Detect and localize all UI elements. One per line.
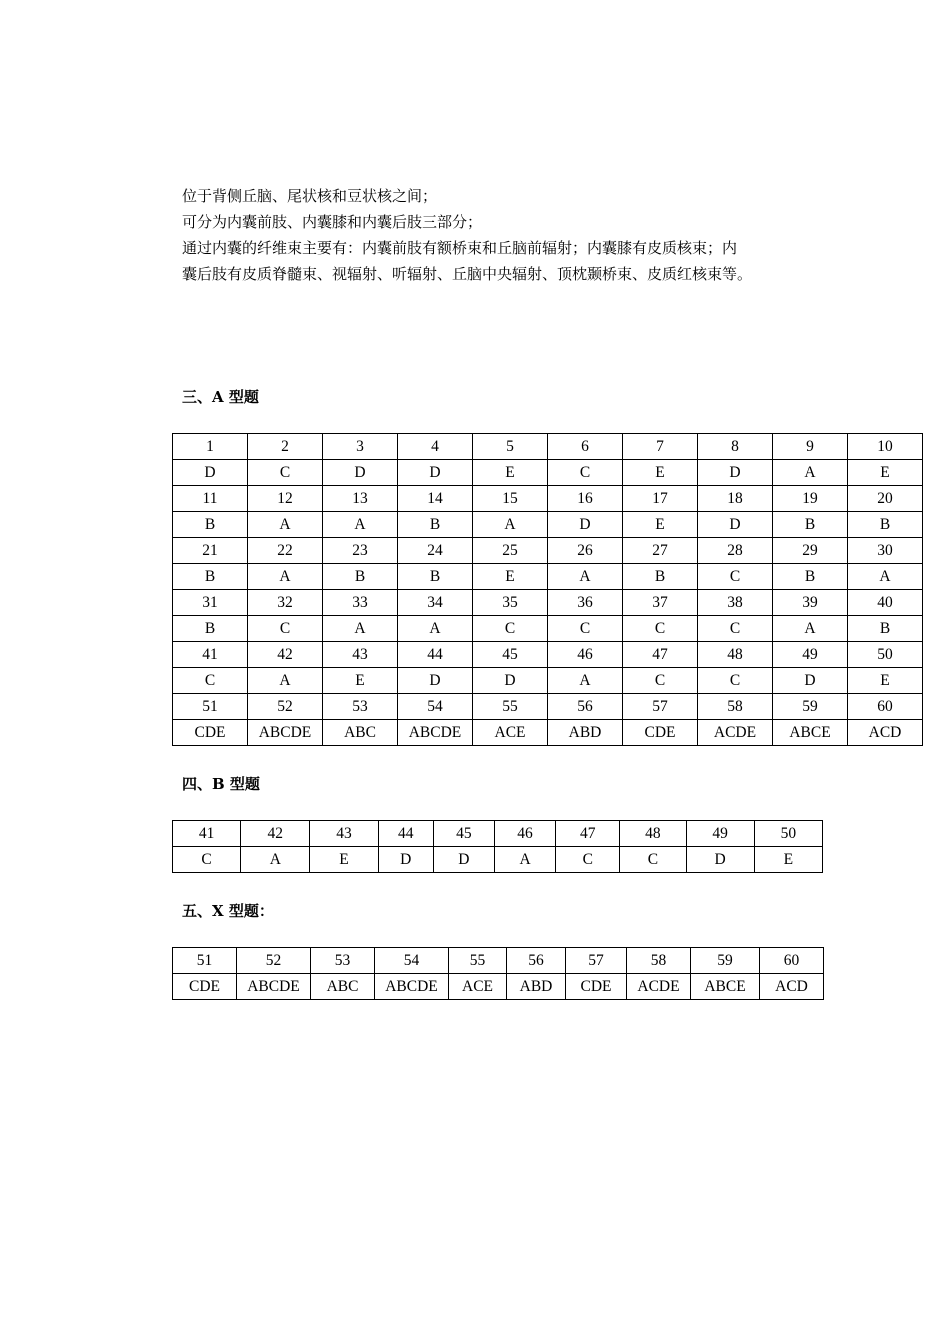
answer-cell: E bbox=[848, 668, 923, 694]
answer-cell: B bbox=[848, 512, 923, 538]
answer-cell: D bbox=[686, 847, 754, 873]
question-number-cell: 42 bbox=[241, 821, 310, 847]
answer-cell: C bbox=[698, 616, 773, 642]
section-4-answer-table bbox=[172, 820, 823, 873]
answer-cell: ABC bbox=[323, 720, 398, 746]
answer-row bbox=[173, 847, 823, 873]
question-number-cell: 19 bbox=[773, 486, 848, 512]
question-number-cell: 54 bbox=[375, 948, 449, 974]
answer-cell: A bbox=[248, 564, 323, 590]
question-number-cell: 48 bbox=[620, 821, 686, 847]
question-number-cell: 10 bbox=[848, 434, 923, 460]
answer-cell: ACE bbox=[473, 720, 548, 746]
question-number-cell: 3 bbox=[323, 434, 398, 460]
answer-cell: E bbox=[323, 668, 398, 694]
question-number-cell: 43 bbox=[323, 642, 398, 668]
answer-cell: B bbox=[848, 616, 923, 642]
question-number-cell: 56 bbox=[548, 694, 623, 720]
question-number-cell: 51 bbox=[173, 694, 248, 720]
answer-cell: ACD bbox=[848, 720, 923, 746]
question-number-cell: 2 bbox=[248, 434, 323, 460]
question-number-cell: 41 bbox=[173, 821, 241, 847]
answer-cell: ABD bbox=[548, 720, 623, 746]
question-number-cell: 60 bbox=[848, 694, 923, 720]
question-number-cell: 25 bbox=[473, 538, 548, 564]
question-number-cell: 44 bbox=[378, 821, 433, 847]
answer-cell: B bbox=[323, 564, 398, 590]
answer-cell: D bbox=[548, 512, 623, 538]
question-number-cell: 58 bbox=[698, 694, 773, 720]
question-number-cell: 7 bbox=[623, 434, 698, 460]
answer-cell: D bbox=[398, 460, 473, 486]
question-number-cell: 37 bbox=[623, 590, 698, 616]
answer-cell: B bbox=[173, 512, 248, 538]
question-number-cell: 1 bbox=[173, 434, 248, 460]
paragraph-line: 通过内囊的纤维束主要有：内囊前肢有额桥束和丘脑前辐射；内囊膝有皮质核束；内 bbox=[182, 239, 738, 257]
question-number-cell: 39 bbox=[773, 590, 848, 616]
answer-cell: C bbox=[623, 616, 698, 642]
question-number-cell: 59 bbox=[773, 694, 848, 720]
question-number-cell: 58 bbox=[627, 948, 691, 974]
question-number-cell: 18 bbox=[698, 486, 773, 512]
answer-cell: ABCE bbox=[691, 974, 760, 1000]
section-3-heading: 三、A 型题 bbox=[182, 388, 259, 406]
question-number-cell: 23 bbox=[323, 538, 398, 564]
question-number-cell: 60 bbox=[760, 948, 824, 974]
answer-cell: C bbox=[548, 616, 623, 642]
answer-row bbox=[173, 720, 923, 746]
answer-cell: ACD bbox=[760, 974, 824, 1000]
question-number-row bbox=[173, 821, 823, 847]
answer-cell: ABD bbox=[507, 974, 566, 1000]
question-number-cell: 15 bbox=[473, 486, 548, 512]
answer-cell: B bbox=[773, 564, 848, 590]
answer-cell: A bbox=[248, 668, 323, 694]
question-number-cell: 28 bbox=[698, 538, 773, 564]
answer-cell: A bbox=[248, 512, 323, 538]
question-number-cell: 30 bbox=[848, 538, 923, 564]
answer-cell: A bbox=[494, 847, 555, 873]
answer-cell: ABCDE bbox=[375, 974, 449, 1000]
question-number-cell: 59 bbox=[691, 948, 760, 974]
question-number-cell: 31 bbox=[173, 590, 248, 616]
question-number-cell: 34 bbox=[398, 590, 473, 616]
question-number-cell: 45 bbox=[433, 821, 494, 847]
question-number-row bbox=[173, 434, 923, 460]
question-number-cell: 50 bbox=[848, 642, 923, 668]
question-number-cell: 45 bbox=[473, 642, 548, 668]
answer-cell: ACE bbox=[449, 974, 507, 1000]
answer-cell: A bbox=[473, 512, 548, 538]
question-number-cell: 44 bbox=[398, 642, 473, 668]
answer-cell: D bbox=[173, 460, 248, 486]
question-number-row bbox=[173, 948, 824, 974]
answer-cell: D bbox=[433, 847, 494, 873]
question-number-cell: 46 bbox=[548, 642, 623, 668]
answer-cell: B bbox=[773, 512, 848, 538]
answer-row bbox=[173, 616, 923, 642]
question-number-cell: 50 bbox=[754, 821, 822, 847]
answer-cell: D bbox=[698, 512, 773, 538]
answer-cell: CDE bbox=[173, 720, 248, 746]
answer-cell: E bbox=[754, 847, 822, 873]
answer-cell: CDE bbox=[566, 974, 627, 1000]
answer-cell: ABCDE bbox=[398, 720, 473, 746]
answer-cell: D bbox=[323, 460, 398, 486]
answer-cell: A bbox=[398, 616, 473, 642]
question-number-cell: 47 bbox=[556, 821, 620, 847]
question-number-cell: 52 bbox=[237, 948, 311, 974]
question-number-cell: 54 bbox=[398, 694, 473, 720]
question-number-cell: 53 bbox=[311, 948, 375, 974]
question-number-cell: 46 bbox=[494, 821, 555, 847]
question-number-cell: 51 bbox=[173, 948, 237, 974]
question-number-cell: 57 bbox=[566, 948, 627, 974]
answer-cell: C bbox=[623, 668, 698, 694]
question-number-cell: 24 bbox=[398, 538, 473, 564]
question-number-cell: 32 bbox=[248, 590, 323, 616]
answer-cell: ABCDE bbox=[237, 974, 311, 1000]
question-number-cell: 56 bbox=[507, 948, 566, 974]
answer-cell: D bbox=[698, 460, 773, 486]
question-number-cell: 33 bbox=[323, 590, 398, 616]
question-number-row bbox=[173, 694, 923, 720]
answer-cell: C bbox=[698, 564, 773, 590]
answer-cell: C bbox=[556, 847, 620, 873]
answer-cell: B bbox=[173, 616, 248, 642]
question-number-row bbox=[173, 642, 923, 668]
answer-cell: A bbox=[241, 847, 310, 873]
answer-cell: A bbox=[848, 564, 923, 590]
answer-cell: E bbox=[473, 564, 548, 590]
answer-row bbox=[173, 564, 923, 590]
answer-cell: E bbox=[310, 847, 378, 873]
answer-cell: B bbox=[623, 564, 698, 590]
question-number-cell: 26 bbox=[548, 538, 623, 564]
question-number-cell: 17 bbox=[623, 486, 698, 512]
answer-cell: C bbox=[698, 668, 773, 694]
question-number-cell: 22 bbox=[248, 538, 323, 564]
question-number-row bbox=[173, 590, 923, 616]
question-number-cell: 27 bbox=[623, 538, 698, 564]
question-number-cell: 48 bbox=[698, 642, 773, 668]
question-number-cell: 57 bbox=[623, 694, 698, 720]
answer-cell: A bbox=[323, 616, 398, 642]
answer-cell: E bbox=[623, 460, 698, 486]
question-number-cell: 43 bbox=[310, 821, 378, 847]
question-number-cell: 55 bbox=[473, 694, 548, 720]
question-number-cell: 12 bbox=[248, 486, 323, 512]
paragraph-line: 可分为内囊前肢、内囊膝和内囊后肢三部分； bbox=[182, 213, 483, 231]
question-number-row bbox=[173, 538, 923, 564]
answer-cell: C bbox=[173, 668, 248, 694]
answer-cell: A bbox=[773, 460, 848, 486]
section-4-heading: 四、B 型题 bbox=[182, 775, 260, 793]
answer-cell: ABCDE bbox=[248, 720, 323, 746]
answer-cell: D bbox=[773, 668, 848, 694]
answer-row bbox=[173, 668, 923, 694]
answer-cell: C bbox=[620, 847, 686, 873]
question-number-cell: 35 bbox=[473, 590, 548, 616]
answer-cell: C bbox=[173, 847, 241, 873]
answer-cell: C bbox=[548, 460, 623, 486]
question-number-cell: 5 bbox=[473, 434, 548, 460]
answer-row bbox=[173, 974, 824, 1000]
question-number-cell: 29 bbox=[773, 538, 848, 564]
answer-cell: ACDE bbox=[627, 974, 691, 1000]
question-number-cell: 49 bbox=[686, 821, 754, 847]
question-number-cell: 4 bbox=[398, 434, 473, 460]
question-number-cell: 14 bbox=[398, 486, 473, 512]
question-number-cell: 36 bbox=[548, 590, 623, 616]
paragraph-line: 囊后肢有皮质脊髓束、视辐射、听辐射、丘脑中央辐射、顶枕颞桥束、皮质红核束等。 bbox=[182, 265, 753, 283]
question-number-cell: 13 bbox=[323, 486, 398, 512]
question-number-cell: 9 bbox=[773, 434, 848, 460]
answer-cell: E bbox=[473, 460, 548, 486]
answer-cell: A bbox=[548, 564, 623, 590]
question-number-cell: 40 bbox=[848, 590, 923, 616]
answer-cell: C bbox=[248, 616, 323, 642]
answer-cell: CDE bbox=[623, 720, 698, 746]
answer-cell: B bbox=[398, 512, 473, 538]
question-number-cell: 47 bbox=[623, 642, 698, 668]
question-number-row bbox=[173, 486, 923, 512]
answer-cell: C bbox=[473, 616, 548, 642]
question-number-cell: 53 bbox=[323, 694, 398, 720]
question-number-cell: 38 bbox=[698, 590, 773, 616]
answer-cell: C bbox=[248, 460, 323, 486]
answer-cell: D bbox=[473, 668, 548, 694]
question-number-cell: 55 bbox=[449, 948, 507, 974]
question-number-cell: 41 bbox=[173, 642, 248, 668]
question-number-cell: 42 bbox=[248, 642, 323, 668]
question-number-cell: 21 bbox=[173, 538, 248, 564]
section-3-answer-table bbox=[172, 433, 923, 746]
question-number-cell: 8 bbox=[698, 434, 773, 460]
answer-cell: D bbox=[378, 847, 433, 873]
answer-cell: ABCE bbox=[773, 720, 848, 746]
paragraph-line: 位于背侧丘脑、尾状核和豆状核之间； bbox=[182, 187, 438, 205]
answer-cell: A bbox=[548, 668, 623, 694]
section-5-answer-table bbox=[172, 947, 824, 1000]
question-number-cell: 49 bbox=[773, 642, 848, 668]
answer-row bbox=[173, 512, 923, 538]
section-5-heading: 五、X 型题： bbox=[182, 902, 274, 920]
question-number-cell: 20 bbox=[848, 486, 923, 512]
answer-cell: A bbox=[323, 512, 398, 538]
answer-cell: B bbox=[173, 564, 248, 590]
question-number-cell: 52 bbox=[248, 694, 323, 720]
answer-row bbox=[173, 460, 923, 486]
answer-cell: CDE bbox=[173, 974, 237, 1000]
answer-cell: B bbox=[398, 564, 473, 590]
answer-cell: E bbox=[623, 512, 698, 538]
question-number-cell: 11 bbox=[173, 486, 248, 512]
answer-cell: D bbox=[398, 668, 473, 694]
answer-cell: ABC bbox=[311, 974, 375, 1000]
question-number-cell: 6 bbox=[548, 434, 623, 460]
answer-cell: ACDE bbox=[698, 720, 773, 746]
question-number-cell: 16 bbox=[548, 486, 623, 512]
answer-cell: A bbox=[773, 616, 848, 642]
answer-cell: E bbox=[848, 460, 923, 486]
text-paragraph bbox=[182, 183, 822, 287]
